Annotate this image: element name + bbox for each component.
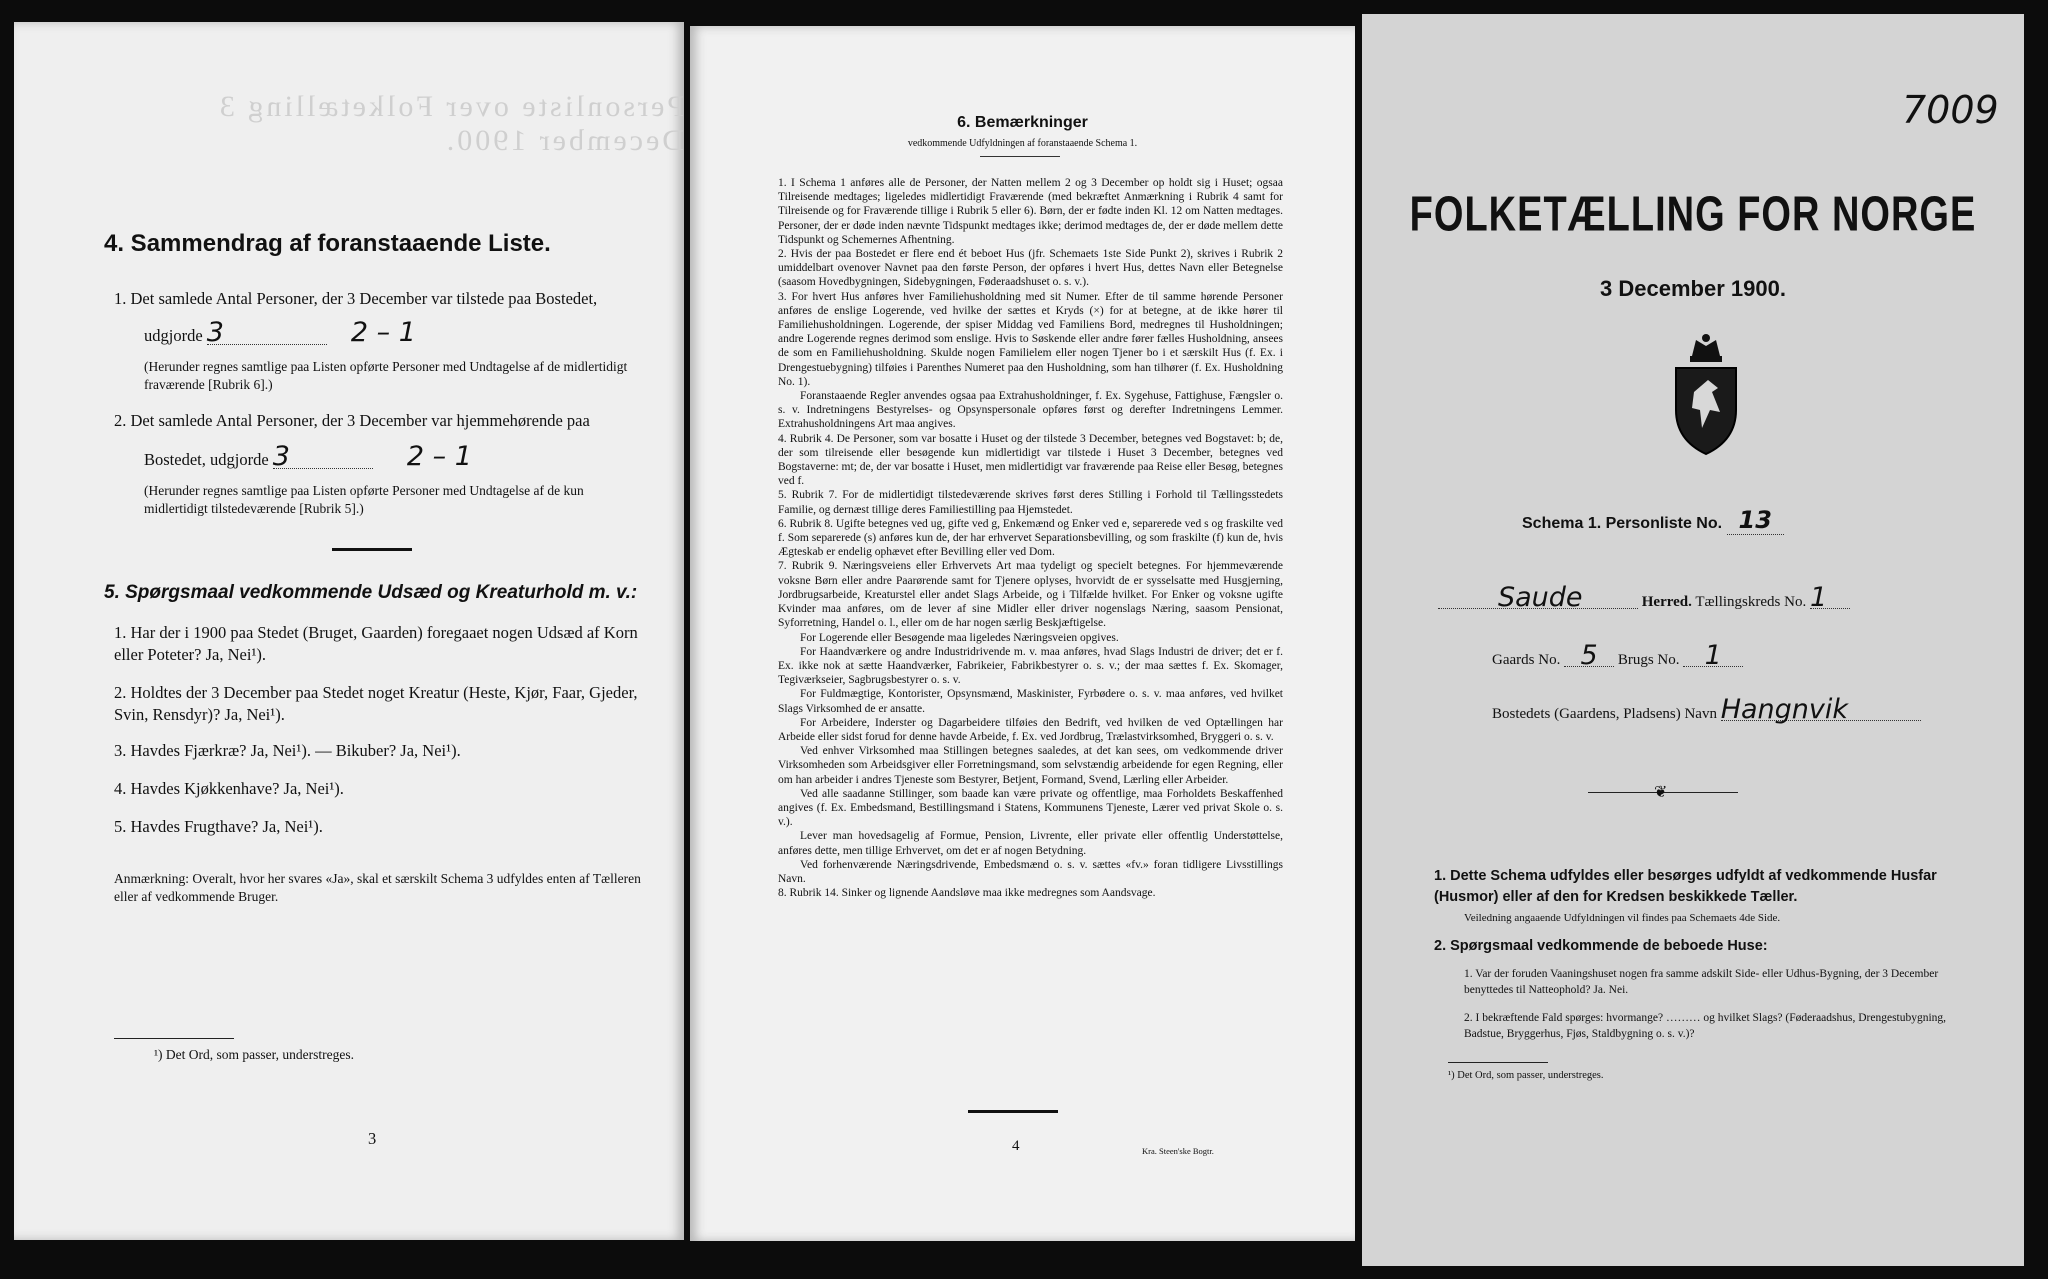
- remarks-subtitle: vedkommende Udfyldningen af foranstaaende Schema 1.: [907, 138, 1138, 149]
- schema-line: [1522, 506, 1784, 534]
- item1-note: (Herunder regnes samtlige paa Listen opførte Personer med Undtagelse af de midlertidigt fraværende [Rubrik 6].): [144, 359, 628, 392]
- item2-note: (Herunder regnes samtlige paa Listen opførte Personer med Undtagelse af de kun midlertidigt tilstedeværende [Rubrik 5].): [144, 483, 584, 516]
- question-5: 5. Havdes Frugthave? Ja, Nei¹).: [114, 817, 323, 836]
- title-rule: [980, 156, 1060, 157]
- footnote: ¹) Det Ord, som passer, understreges.: [1448, 1070, 1604, 1081]
- gaards-label: Gaards No.: [1492, 652, 1561, 668]
- middle-page: [690, 26, 1355, 1241]
- bleed-through-header: Personliste over Folketælling 3 December 1900.: [216, 90, 684, 157]
- coat-of-arms-icon: [1666, 332, 1746, 463]
- bottom-divider: [968, 1110, 1058, 1113]
- cover-page: [1362, 14, 2024, 1266]
- footnote-rule: [1448, 1062, 1548, 1063]
- remark-paragraph: 4. Rubrik 4. De Personer, som var bosatte i Huset og der tilstede 3 December, betegnes ved Bogstavet: b; de, der som tilreisende eller besøgende kun midlertidigt var tilstede i Huset 3 December, betegnes ved Bogstaverne: mt; de, der var bosatte i Huset, men midlertidigt var fraværende paa Reise eller Besøg, betegnes ved f.: [778, 432, 1283, 488]
- footnote: ¹) Det Ord, som passer, understreges.: [154, 1047, 354, 1062]
- remark-paragraph: For Logerende eller Besøgende maa ligeledes Næringsveien opgives.: [800, 631, 1119, 644]
- form-title: FOLKETÆLLING FOR NORGE: [1409, 187, 1977, 243]
- brugs-label: Brugs No.: [1617, 652, 1680, 668]
- item2-line2: [144, 441, 472, 472]
- gaards-line: [1492, 640, 1743, 671]
- item2-line1: 2. Det samlede Antal Personer, der 3 December var hjemmehørende paa: [114, 411, 590, 430]
- herred-label: Herred.: [1641, 594, 1692, 610]
- remark-paragraph: For Arbeidere, Inderster og Dagarbeidere tilføies den Bedrift, ved hvilken de ved Optællingen har Arbeide eller sidst forud for denne havde Arbeide, f. Ex. ved Jordbrug, Trælastvirksomhed, Bryggeri o. s. v.: [778, 716, 1283, 743]
- ornament-icon: ❦: [1654, 784, 1668, 801]
- left-page: [14, 22, 684, 1240]
- question-1: 1. Har der i 1900 paa Stedet (Bruget, Gaarden) foregaaet nogen Udsæd af Korn eller Poteter? Ja, Nei¹).: [114, 623, 638, 664]
- remark-paragraph: Foranstaaende Regler anvendes ogsaa paa Extrahusholdninger, f. Ex. Sygehuse, Fattighuse, Fængsler o. s. v. Indretningens Bestyrelses- og Opsynspersonale opføres først og derefter Indretningens Lemmer. Extrahusholdningens Art maa angives.: [778, 390, 1283, 431]
- item2-value: 3: [273, 446, 373, 469]
- remark-paragraph: Ved forhenværende Næringsdrivende, Embedsmænd o. s. v. sættes «fv.» foran tidligere Livsstillings Navn.: [778, 858, 1283, 885]
- brugs-value: 1: [1683, 646, 1743, 667]
- bosted-value: Hangnvik: [1721, 700, 1921, 721]
- schema-label: Schema 1. Personliste No.: [1522, 515, 1723, 532]
- item1-line2: [144, 317, 416, 348]
- bosted-label: Bostedets (Gaardens, Pladsens) Navn: [1492, 706, 1717, 722]
- personliste-number: 13: [1727, 506, 1784, 535]
- remark-paragraph: 8. Rubrik 14. Sinker og lignende Aandsløve maa ikke medregnes som Aandsvage.: [778, 887, 1156, 900]
- item1-breakdown: 2 – 1: [350, 317, 416, 348]
- instruction-2-q1: 1. Var der foruden Vaaningshuset nogen fra samme adskilt Side- eller Udhus-Bygning, der 3 December benyttedes til Natteophold? Ja. Nei.: [1464, 968, 1939, 996]
- instruction-2-q2: 2. I bekræftende Fald spørges: hvormange? ……… og hvilket Slags? (Føderaadshus, Drengestubygning, Badstue, Bryggerhus, Fjøs, Staldbygning o. s. v.)?: [1464, 1012, 1947, 1040]
- item2-breakdown: 2 – 1: [406, 441, 472, 472]
- item1-label: udgjorde: [144, 326, 203, 345]
- remark-paragraph: For Haandværkere og andre Industridrivende m. v. maa anføres, hvad Slags Industri de driver; det er f. Ex. ikke nok at sætte Haandværker, Fabrikeier, Fabrikbestyrer o. s. v.; der maa sættes f. Ex. Skomager, Tegiværkseier, Sagbrugsbestyrer o. s. v.: [778, 645, 1283, 687]
- remark: Anmærkning: Overalt, hvor her svares «Ja», skal et særskilt Schema 3 udfyldes enten af Tælleren eller af vedkommende Bruger.: [114, 871, 641, 904]
- page-number: 3: [368, 1129, 377, 1148]
- instruction-2: 2. Spørgsmaal vedkommende de beboede Huse:: [1434, 938, 1768, 954]
- item1-value: 3: [207, 322, 327, 345]
- remark-paragraph: 3. For hvert Hus anføres hver Familiehusholdning med sit Numer. Efter de til samme hørende Personer anføres de enslige Logerende, ved hvilke der sættes et Kryds (×) for at betegne, at de ikke hører til Familiehusholdningen. Logerende, der spiser Middag ved Familiens Bord, medregnes til Husholdningen; andre Logerende regnes derimod som enslige. Hvis to Søskende eller andre fører fælles Husholdning, ansees de som en Familiehusholdning. Skulde nogen Familielem eller nogen Tjener bo i et særskilt Hus (f. Ex. i Drengestuebygning) tilføies i Parenthes Numeret paa den Husholdning, som han tilhører (f. Ex. Husholdning No. 1).: [778, 290, 1283, 388]
- remark-paragraph: Lever man hovedsagelig af Formue, Pension, Livrente, eller private eller offentlig Understøttelse, anføres dette, men tillige Erhvervet, om det er af nogen Betydning.: [778, 830, 1283, 857]
- remarks-title: 6. Bemærkninger: [957, 114, 1088, 131]
- archive-number: 7009: [1902, 88, 1999, 132]
- section5-title: 5. Spørgsmaal vedkommende Udsæd og Kreaturhold m. v.:: [104, 582, 638, 603]
- remarks-text: [778, 176, 1283, 900]
- printer-credit: Kra. Steen'ske Bogtr.: [1142, 1146, 1214, 1156]
- gaards-value: 5: [1564, 646, 1614, 667]
- instruction-1: 1. Dette Schema udfyldes eller besørges udfyldt af vedkommende Husfar (Husmor) eller af den for Kredsen beskikkede Tæller.: [1434, 868, 1937, 905]
- divider: [332, 548, 412, 551]
- remark-paragraph: Ved alle saadanne Stillinger, som baade kan være private og offentlige, maa Forholdets Beskaffenhed angives (f. Ex. Embedsmand, Bestillingsmand i Statens, Kommunens Tjeneste, Lærer ved privat Skole o. s. v.).: [778, 787, 1283, 829]
- remark-paragraph: Ved enhver Virksomhed maa Stillingen betegnes saaledes, at det kan sees, om vedkommende driver Virksomheden som Arbeidsgiver eller Forretningsmand, som selvstændig arbeidende for egen Regning, eller om han arbeider i andres Tjeneste som Bestyrer, Betjent, Formand, Svend, Lærling eller Arbeider.: [778, 745, 1283, 786]
- question-2: 2. Holdtes der 3 December paa Stedet noget Kreatur (Heste, Kjør, Faar, Gjeder, Svin, Rensdyr)? Ja, Nei¹).: [114, 683, 638, 724]
- remark-paragraph: 7. Rubrik 9. Næringsveiens eller Erhvervets Art maa tydeligt og specielt betegnes. For hjemmeværende voksne Børn eller andre Paarørende samt for Tjenere oplyses, hvorvidt de er sysselsatte med Husgjerning, Jordbrugsarbeide, Kreaturstel eller andet Slags Arbeide, og i Tilfælde hvilket. For Enker og voksne ugifte Kvinder maa anføres, om de lever af sine Midler eller driver nogenslags Næring, saasom Pensionat, Syforretning, Handel o. l., eller om de har nogen særlig Beskjæftigelse.: [778, 560, 1283, 630]
- remark-paragraph: 2. Hvis der paa Bostedet er flere end ét beboet Hus (jfr. Schemaets 1ste Side Punkt 2), skrives i Rubrik 2 umiddelbart ovenover Navnet paa den første Person, der opføres i hvert Hus, dettes Navn eller Betegnelse (saasom Hovedbygningen, Sidebygningen, Føderaadshuset o. s. v.).: [778, 248, 1283, 289]
- question-3: 3. Havdes Fjærkræ? Ja, Nei¹). — Bikuber? Ja, Nei¹).: [114, 741, 461, 760]
- kreds-label: Tællingskreds No.: [1695, 594, 1807, 610]
- form-date: 3 December 1900.: [1600, 276, 1786, 301]
- herred-line: [1438, 582, 1998, 613]
- kreds-value: 1: [1810, 588, 1850, 609]
- remark-paragraph: 6. Rubrik 8. Ugifte betegnes ved ug, gifte ved g, Enkemænd og Enker ved e, separerede ved s og fraskilte ved f. Som separerede (s) anføres kun de, der har erhvervet Separationsbevilling, og som fraskilte (f) kun de, hvis Ægteskab er endelig ophævet efter Bevilling eller ved Dom.: [778, 517, 1283, 559]
- section4-title: 4. Sammendrag af foranstaaende Liste.: [104, 230, 551, 257]
- remark-paragraph: For Fuldmægtige, Kontorister, Opsynsmænd, Maskinister, Fyrbødere o. s. v. maa anføres, ved hvilket Slags Virksomhed de er ansatte.: [778, 688, 1283, 715]
- page-number: 4: [1012, 1138, 1020, 1154]
- herred-value: Saude: [1438, 588, 1638, 609]
- remark-paragraph: 1. I Schema 1 anføres alle de Personer, der Natten mellem 2 og 3 December op holdt sig i Huset; ogsaa Tilreisende medtages; ligeledes midlertidigt Fraværende (med bekræftet Anmærkning i Rubrik 4 samt for Tilreisende og for Fraværende tillige i Rubrik 5 eller 6). Børn, der er fødte inden Kl. 12 om Natten medtages. Personer, der er døde inden nævnte Tidspunkt medtages ikke; derimod medtages de, der er døde mellem dette Tidspunkt og Schemernes Afhentning.: [778, 177, 1283, 246]
- item1-line1: 1. Det samlede Antal Personer, der 3 December var tilstede paa Bostedet,: [114, 289, 598, 308]
- footnote-rule: [114, 1038, 234, 1039]
- instruction-1-note: Veiledning angaaende Udfyldningen vil findes paa Schemaets 4de Side.: [1464, 912, 1781, 924]
- bosted-line: [1492, 694, 1921, 725]
- remark-paragraph: 5. Rubrik 7. For de midlertidigt tilstedeværende skrives først deres Stilling i Forhold til Tællingsstedets Familie, og dernæst tillige deres Familiestilling paa Hjemstedet.: [778, 489, 1283, 516]
- question-4: 4. Havdes Kjøkkenhave? Ja, Nei¹).: [114, 779, 344, 798]
- item2-label: Bostedet, udgjorde: [144, 450, 269, 469]
